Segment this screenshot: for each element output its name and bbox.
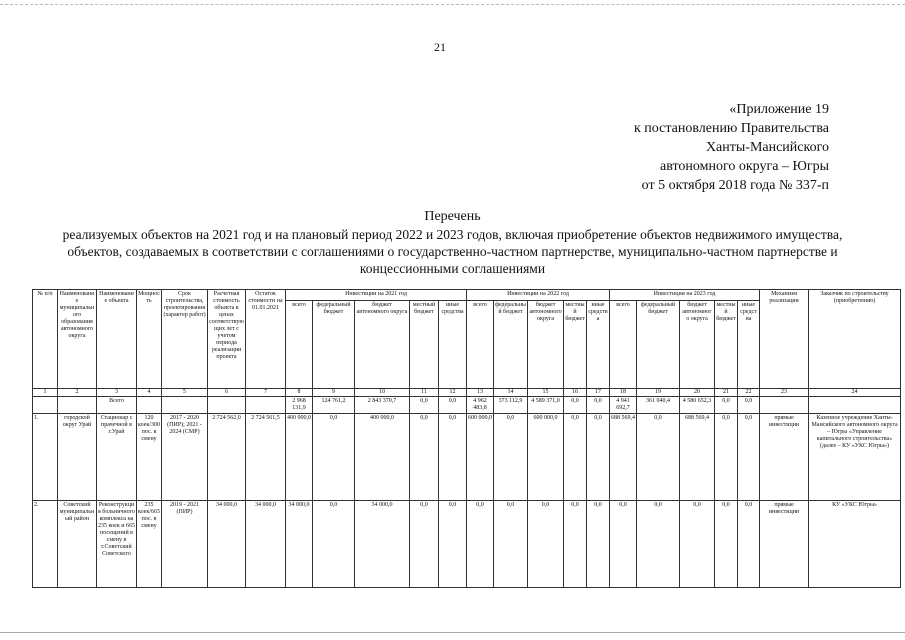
row-2022-regional: 0,0 <box>528 501 564 588</box>
column-number: 21 <box>715 389 738 397</box>
column-number: 6 <box>208 389 246 397</box>
row-mechanism: прямые инвестиции <box>760 414 809 501</box>
total-2023-other: 0,0 <box>738 397 760 414</box>
subheader-total: всего <box>467 301 494 389</box>
document-subtitle: реализуемых объектов на 2021 год и на плановый период 2022 и 2023 годов, включая приобретение объектов недвижимого имущества, объектов, создаваемых в соответствии с соглашениями о государственно-частном партнерстве, муниципально-частном партнерстве и концессионными соглашениями <box>62 227 843 276</box>
row-2021-other: 0,0 <box>439 501 467 588</box>
row-2023-other: 0,0 <box>738 501 760 588</box>
column-number: 2 <box>58 389 97 397</box>
row-remaining: 34 000,0 <box>246 501 286 588</box>
row-2023-federal: 0,0 <box>637 501 680 588</box>
row-2023-local: 0,0 <box>715 501 738 588</box>
row-mechanism: прямые инвестиции <box>760 501 809 588</box>
row-2021-regional: 34 000,0 <box>355 501 410 588</box>
row-2022-federal: 0,0 <box>494 414 528 501</box>
table-row <box>33 414 901 501</box>
row-customer: Казенное учреждение Ханты-Мансийского автономного округа – Югры «Управление капитального строительства» (далее – КУ «УКС Югры») <box>809 414 901 501</box>
column-number: 20 <box>680 389 715 397</box>
subheader-federal: федеральный бюджет <box>637 301 680 389</box>
row-2022-federal: 0,0 <box>494 501 528 588</box>
column-number: 18 <box>610 389 637 397</box>
subheader-total: всего <box>286 301 313 389</box>
table-cell <box>162 397 208 414</box>
col-group-2021: Инвестиции на 2021 год <box>286 290 467 301</box>
row-term: 2019 - 2021 (ПИР) <box>162 501 208 588</box>
row-2022-total: 600 000,0 <box>467 414 494 501</box>
table-row <box>33 501 901 588</box>
subheader-local: местный бюджет <box>564 301 587 389</box>
total-2023-federal: 361 040,4 <box>637 397 680 414</box>
subheader-federal: федеральный бюджет <box>494 301 528 389</box>
row-object: Стационар с прачечной в г.Урай <box>97 414 137 501</box>
col-header-remaining: Остаток стоимости на 01.01.2021 <box>246 290 286 389</box>
column-number: 10 <box>355 389 410 397</box>
column-number: 9 <box>313 389 355 397</box>
table-cell <box>760 397 809 414</box>
appendix-line: от 5 октября 2018 года № 337-п <box>641 178 829 193</box>
appendix-line: автономного округа – Югры <box>660 159 829 174</box>
total-2021-total: 2 968 131,9 <box>286 397 313 414</box>
row-2022-other: 0,0 <box>587 501 610 588</box>
row-municipality: Советский муниципальный район <box>58 501 97 588</box>
row-2021-other: 0,0 <box>439 414 467 501</box>
row-customer: КУ «УКС Югры» <box>809 501 901 588</box>
col-group-2022: Инвестиции на 2022 год <box>467 290 610 301</box>
col-header-object: Наименование объекта <box>97 290 137 389</box>
column-number: 15 <box>528 389 564 397</box>
row-2023-total: 688 569,4 <box>610 414 637 501</box>
row-est-cost: 34 000,0 <box>208 501 246 588</box>
total-label: Всего <box>97 397 137 414</box>
row-2023-total: 0,0 <box>610 501 637 588</box>
col-header-est-cost: Расчетная стоимость объекта в ценах соответствующих лет с учетом периода реализации проекта <box>208 290 246 389</box>
subheader-total: всего <box>610 301 637 389</box>
total-2022-regional: 4 589 371,0 <box>528 397 564 414</box>
row-2021-local: 0,0 <box>410 501 439 588</box>
table-cell <box>208 397 246 414</box>
table-cell <box>809 397 901 414</box>
investment-table-container <box>32 289 898 588</box>
column-number-row <box>33 389 901 397</box>
col-header-capacity: Мощность <box>137 290 162 389</box>
row-2021-total: 34 000,0 <box>286 501 313 588</box>
row-2023-federal: 0,0 <box>637 414 680 501</box>
total-2021-other: 0,0 <box>439 397 467 414</box>
row-2022-local: 0,0 <box>564 501 587 588</box>
investment-table <box>32 289 901 588</box>
row-2022-local: 0,0 <box>564 414 587 501</box>
row-2022-total: 0,0 <box>467 501 494 588</box>
row-2021-total: 400 000,0 <box>286 414 313 501</box>
row-2023-regional: 0,0 <box>680 501 715 588</box>
subheader-local: местный бюджет <box>410 301 439 389</box>
subheader-federal: федеральный бюджет <box>313 301 355 389</box>
column-number: 14 <box>494 389 528 397</box>
appendix-block <box>634 100 829 195</box>
column-number: 13 <box>467 389 494 397</box>
table-cell <box>246 397 286 414</box>
column-number: 3 <box>97 389 137 397</box>
column-number: 19 <box>637 389 680 397</box>
column-number: 17 <box>587 389 610 397</box>
row-est-cost: 2 724 562,0 <box>208 414 246 501</box>
table-cell <box>33 397 58 414</box>
column-number: 5 <box>162 389 208 397</box>
row-2021-local: 0,0 <box>410 414 439 501</box>
table-cell <box>137 397 162 414</box>
row-capacity: 120 коек/300 пос. в смену <box>137 414 162 501</box>
document-title: Перечень <box>424 209 481 224</box>
col-group-2023: Инвестиции на 2023 год <box>610 290 760 301</box>
col-header-num: № п/п <box>33 290 58 389</box>
total-2022-other: 0,0 <box>587 397 610 414</box>
column-number: 12 <box>439 389 467 397</box>
subheader-regional: бюджет автономного округа <box>680 301 715 389</box>
scan-edge-top <box>0 4 905 5</box>
subheader-other: иные средства <box>738 301 760 389</box>
total-2022-total: 4 962 483,8 <box>467 397 494 414</box>
column-number: 22 <box>738 389 760 397</box>
row-capacity: 235 коек/665 пос. в смену <box>137 501 162 588</box>
total-2022-federal: 373 112,9 <box>494 397 528 414</box>
subheader-other: иные средства <box>439 301 467 389</box>
total-2023-regional: 4 580 652,3 <box>680 397 715 414</box>
row-municipality: городской округ Урай <box>58 414 97 501</box>
row-num: 1. <box>33 414 58 501</box>
total-2023-total: 4 941 692,7 <box>610 397 637 414</box>
col-header-mechanism: Механизм реализации <box>760 290 809 389</box>
col-header-term: Срок строительства, проектирования (характер работ) <box>162 290 208 389</box>
row-remaining: 2 724 561,5 <box>246 414 286 501</box>
row-2021-federal: 0,0 <box>313 414 355 501</box>
row-object: Реконструкция больничного комплекса на 235 коек и 665 посещений в смену в г.Советский Советского <box>97 501 137 588</box>
total-2021-federal: 124 761,2 <box>313 397 355 414</box>
table-row-total <box>33 397 901 414</box>
appendix-line: к постановлению Правительства <box>633 121 829 136</box>
subheader-local: местный бюджет <box>715 301 738 389</box>
total-2021-local: 0,0 <box>410 397 439 414</box>
col-header-municipality: Наименование муниципального образования автономного округа <box>58 290 97 389</box>
appendix-line: «Приложение 19 <box>729 102 829 117</box>
row-2021-regional: 400 000,0 <box>355 414 410 501</box>
total-2021-regional: 2 843 370,7 <box>355 397 410 414</box>
row-term: 2017 - 2020 (ПИР); 2021 - 2024 (СМР) <box>162 414 208 501</box>
subheader-other: иные средства <box>587 301 610 389</box>
row-2022-other: 0,0 <box>587 414 610 501</box>
column-number: 11 <box>410 389 439 397</box>
page-number: 21 <box>434 40 446 54</box>
subheader-regional: бюджет автономного округа <box>355 301 410 389</box>
column-number: 7 <box>246 389 286 397</box>
column-number: 16 <box>564 389 587 397</box>
row-2021-federal: 0,0 <box>313 501 355 588</box>
header-row-groups <box>33 290 901 301</box>
column-number: 24 <box>809 389 901 397</box>
row-2022-regional: 600 000,0 <box>528 414 564 501</box>
column-number: 1 <box>33 389 58 397</box>
scan-edge-bottom <box>0 632 905 633</box>
row-2023-local: 0,0 <box>715 414 738 501</box>
row-num: 2. <box>33 501 58 588</box>
appendix-line: Ханты-Мансийского <box>705 140 829 155</box>
subheader-regional: бюджет автономного округа <box>528 301 564 389</box>
column-number: 4 <box>137 389 162 397</box>
column-number: 8 <box>286 389 313 397</box>
row-2023-regional: 688 569,4 <box>680 414 715 501</box>
total-2023-local: 0,0 <box>715 397 738 414</box>
column-number: 23 <box>760 389 809 397</box>
total-2022-local: 0,0 <box>564 397 587 414</box>
row-2023-other: 0,0 <box>738 414 760 501</box>
table-cell <box>58 397 97 414</box>
col-header-customer: Заказчик по строительству (приобретению) <box>809 290 901 389</box>
